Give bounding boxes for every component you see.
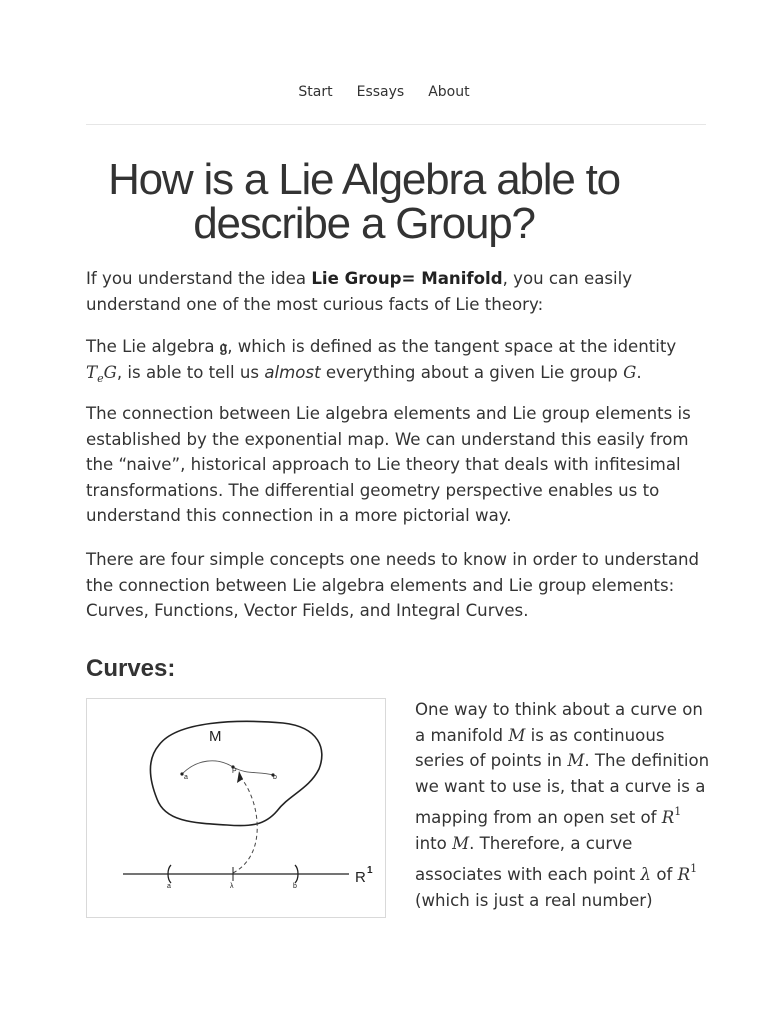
math-T: T [86,362,98,382]
curves-text-4: into [415,833,453,853]
intro-paragraph [86,266,710,317]
lie-group-symbol: G [623,362,637,382]
algebra-text-2: , which is defined as the tangent space at the identity [227,337,677,356]
curves-text-5: . Therefore, a curve associates with each point [415,833,641,884]
manifold-symbol-1: M [508,725,526,745]
axis-label-b: b [293,883,297,890]
nav-start-link[interactable]: Start [298,84,333,100]
manifold-label: M [209,728,222,745]
nav-divider [86,124,706,125]
curves-text-7: (which is just a real number) [415,890,653,910]
arrow-head-icon [237,771,243,783]
axis-label-a: a [167,883,171,890]
lie-group-manifold-emphasis: Lie Group= Manifold [311,269,503,288]
nav-about-link[interactable]: About [428,84,470,100]
axis-label-lambda: λ [230,883,234,890]
math-subscript-e: e [97,371,104,385]
curves-text-1: One way to think about a curve on a manifold [415,700,703,745]
lie-algebra-symbol: 𝔤 [219,336,228,356]
real-line-math-1 [661,805,682,827]
algebra-text-5: . [636,362,642,382]
lie-algebra-paragraph [86,334,710,391]
curve-on-manifold [182,761,273,775]
top-nav [0,84,768,100]
curves-text-6: of [651,865,678,884]
curve-label-a: a [184,774,188,781]
curve-label-b: b [273,774,277,781]
math-R-1: R [661,808,675,827]
concepts-text: There are four simple concepts one needs to know in order to understand the connection between Lie algebra elements and Lie group elements: Curves, Functions, Vector Fields, and Integral Curves. [86,550,700,620]
math-sup-2: 1 [690,862,698,875]
nav-essays-link[interactable]: Essays [356,84,405,100]
lambda-symbol: λ [640,865,652,884]
math-R-2: R [677,865,691,884]
curves-heading: Curves: [86,655,176,682]
math-G: G [103,362,117,382]
intro-text-end: , you can easily understand one of the most curious facts of Lie theory: [86,269,633,314]
manifold-symbol-2: M [567,751,585,770]
almost-emphasis: almost [264,362,321,382]
real-line-label: R [355,869,366,886]
concepts-paragraph [86,547,710,624]
manifold-symbol-3: M [452,833,470,853]
math-sup-1: 1 [674,805,682,818]
real-line-math-2 [677,862,698,884]
algebra-text-4: everything about a given Lie group [320,362,624,382]
algebra-text-1: The Lie algebra [86,337,220,356]
page-title: How is a Lie Algebra able to describe a Group? [108,155,620,248]
curves-paragraph [415,697,715,913]
tangent-space-math [86,362,117,385]
connection-paragraph [86,401,710,529]
curve-figure [86,698,386,918]
intro-text-start: If you understand the idea [86,269,312,288]
curves-text-2: is as continuous series of points in [415,725,665,770]
connection-text: The connection between Lie algebra elements and Lie group elements is established by the exponential map. We can understand this easily from the “naive”, historical approach to Lie theory that deals with infitesimal transformations. The differential geometry perspective enables us to understand this connection in a more pictorial way. [86,404,691,525]
real-line-superscript: 1 [367,865,373,876]
curves-text-3: . The definition we want to use is, that a curve is a mapping from an open set of [415,751,710,827]
curve-label-p: P [232,768,237,775]
algebra-text-3: , is able to tell us [116,362,265,382]
curve-diagram [87,699,385,917]
